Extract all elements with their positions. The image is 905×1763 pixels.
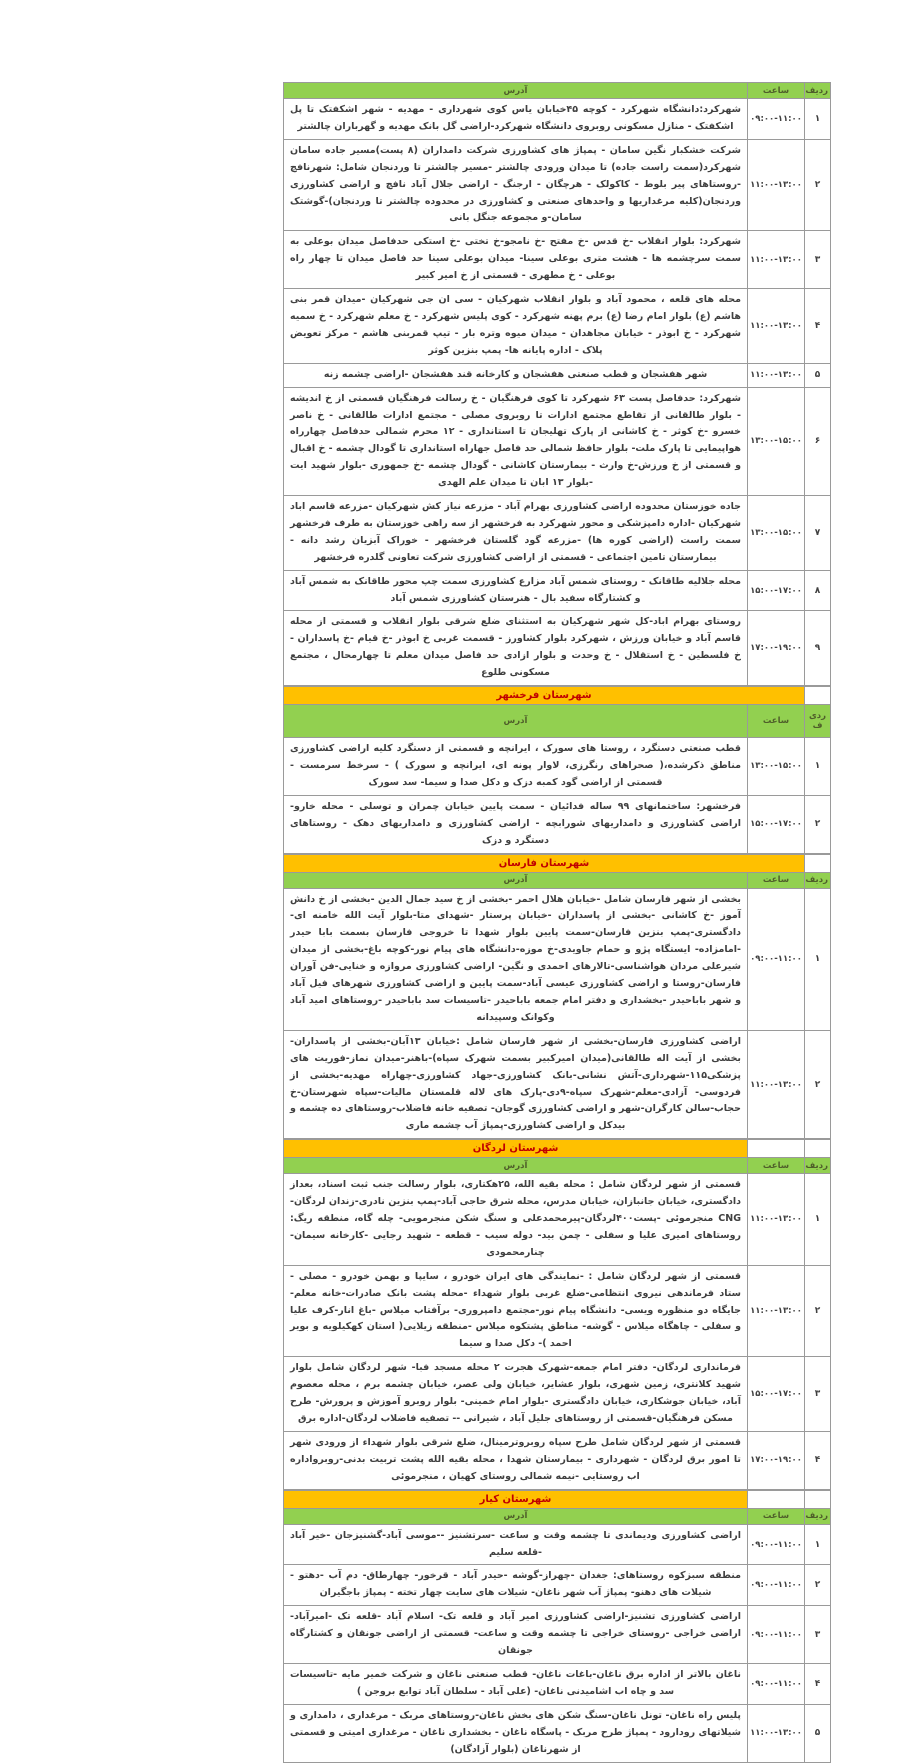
time-cell: ۱۱:۰۰-۱۳:۰۰ <box>748 1704 805 1762</box>
section-header <box>284 1140 831 1174</box>
column-header-row-number: ردیف <box>805 1508 831 1524</box>
address-cell: جاده خوزستان محدوده اراضی کشاورزی بهرام آباد - مزرعه نیاز کش شهرکیان -مزرعه قاسم اباد شهرکیان -اداره دامپزشکی و محور شهرکرد به فرخشهر از سه راهی خوزستان به طرف فرخشهر سمت راست (اراضی کوره ها) -مزرعه گود گلستان فرخشهر - خوراک آبزیان رشد دانه - بیمارستان تامین اجتماعی - قسمتی از اراضی کشاورزی شرکت تعاونی گلدره فرخشهر <box>284 496 748 571</box>
section-band-title: شهرستان فرخشهر <box>284 687 805 705</box>
address-cell: شهرکرد: حدفاصل پست ۶۳ شهرکرد تا کوی فرهنگیان - خ رسالت فرهنگیان قسمتی از خ اندیشه - بلوار طالقانی از تقاطع مجتمع ادارات تا روبروی مصلی - مجتمع ادارات طالقانی - خ ناصر خسرو -خ کوثر - خ کاشانی از پارک تهلیجان تا استانداری - ۱۲ محرم شمالی حدفاصل چهارراه هواپیمایی تا پارک ملت- بلوار حافظ شمالی حد فاصل جهاراه استانداری تا گودال چشمه - خ اقبال و قسمتی از خ ورزش-خ وارث - بیمارستان کاشانی - گودال چشمه -خ جمهوری -بلوار شهید ایت -بلوار ۱۳ ابان تا میدان علم الهدی <box>284 387 748 495</box>
section-body <box>284 1524 831 1762</box>
table-row <box>284 1357 831 1432</box>
time-cell: ۱۳:۰۰-۱۵:۰۰ <box>748 387 805 495</box>
section-band-row <box>284 687 831 705</box>
column-header-row <box>284 83 831 99</box>
time-cell: ۱۵:۰۰-۱۷:۰۰ <box>748 570 805 611</box>
row-number-cell: ۲ <box>805 795 831 853</box>
table-row <box>284 611 831 686</box>
row-number-cell: ۴ <box>805 289 831 364</box>
column-header-address: آدرس <box>284 872 748 888</box>
section-band-row <box>284 1140 831 1158</box>
table-row <box>284 1524 831 1565</box>
time-cell: ۱۵:۰۰-۱۷:۰۰ <box>748 1357 805 1432</box>
section-body <box>284 738 831 853</box>
section-table-farrokhshahr <box>283 686 831 853</box>
table-row <box>284 1265 831 1357</box>
band-filler-cell <box>805 1490 831 1508</box>
address-cell: شرکت خشکبار نگین سامان - پمپاژ های کشاورزی شرکت دامداران (۸ پست)مسیر جاده سامان شهرکرد(سمت راست جاده) تا میدان ورودی چالشتر -مسیر چالشتر تا وردنجان شامل: شهرنافچ -روستاهای پیر بلوط - کاکولک - هرچگان - ارجنگ - اراضی جلال آباد نافچ و اراضی کشاورزی وردنجان(کلیه مرغداریها و واحدهای صنعتی و کشاورزی در محدوده چالشتر تا وردنجان)-گوشتک سامان-و مجموعه جنگل بانی <box>284 139 748 231</box>
time-cell: ۰۹:۰۰-۱۱:۰۰ <box>748 1565 805 1606</box>
time-cell: ۰۹:۰۰-۱۱:۰۰ <box>748 888 805 1030</box>
row-number-cell: ۸ <box>805 570 831 611</box>
table-row <box>284 1565 831 1606</box>
address-cell: اراضی کشاورزی ودیماندی تا چشمه وقت و ساعت -سرتشنیز --موسی آباد-گشنیزجان -خیر آباد -قلعه سلیم <box>284 1524 748 1565</box>
table-row <box>284 1606 831 1664</box>
row-number-cell: ۱ <box>805 888 831 1030</box>
band-filler-cell <box>748 1490 805 1508</box>
column-header-row <box>284 1158 831 1174</box>
address-cell: قسمتی از شهر لردگان شامل طرح سپاه روبروترمینال، ضلع شرقی بلوار شهداء از ورودی شهر تا امور برق لردگان - شهرداری - بیمارستان شهدا ، محله بقیه الله پشت تربیت بدنی-روبرواداره اب روستایی -نیمه شمالی روستای کهیان ، منجرموئی <box>284 1431 748 1489</box>
row-number-cell: ۱ <box>805 99 831 140</box>
table-row <box>284 1030 831 1138</box>
section-header <box>284 687 831 738</box>
time-cell: ۱۱:۰۰-۱۳:۰۰ <box>748 139 805 231</box>
section-header <box>284 1490 831 1524</box>
section-body <box>284 99 831 686</box>
address-cell: محله های قلعه ، محمود آباد و بلوار انقلاب شهرکیان - سی ان جی شهرکیان -میدان قمر بنی هاشم (ع) بلوار امام رضا (ع) برم پهنه شهرکرد - کوی پلیس شهرکرد - خ معلم شهرکرد - خ سمیه شهرکرد - خ ابوذر - خیابان مجاهدان - میدان میوه وتره بار - تیپ قمربنی هاشم - مرکز تعویض پلاک - اداره پایانه ها- پمپ بنزین کوثر <box>284 289 748 364</box>
table-row <box>284 363 831 387</box>
address-cell: اراضی کشاورزی تشنیز-اراضی کشاورزی امیر آباد و قلعه تک- اسلام آباد -قلعه تک -امیرآباد- اراضی خراجی -روستای خراجی تا چشمه وقت و ساعت- قسمتی از اراضی جونقان و کشتارگاه جونقان <box>284 1606 748 1664</box>
column-header-address: آدرس <box>284 705 748 738</box>
address-cell: منطقه سبزکوه روستاهای: جغدان -چهراز-گوشه -حیدر آباد - قرخور- چهارطاق- دم آب -دهتو - شیلات های دهنو- پمپاژ آب شهر ناغان- شیلات های سایت چهار تخته - پمپاژ باجگیران <box>284 1565 748 1606</box>
table-row <box>284 231 831 289</box>
section-body <box>284 888 831 1139</box>
row-number-cell: ۷ <box>805 496 831 571</box>
band-filler-cell <box>805 854 831 872</box>
column-header-time: ساعت <box>748 1158 805 1174</box>
row-number-cell: ۵ <box>805 363 831 387</box>
time-cell: ۱۵:۰۰-۱۷:۰۰ <box>748 795 805 853</box>
row-number-cell: ۲ <box>805 1565 831 1606</box>
time-cell: ۱۱:۰۰-۱۳:۰۰ <box>748 1265 805 1357</box>
table-row <box>284 1704 831 1762</box>
section-table-lordegan <box>283 1139 831 1489</box>
table-row <box>284 496 831 571</box>
time-cell: ۱۷:۰۰-۱۹:۰۰ <box>748 1431 805 1489</box>
table-row <box>284 1431 831 1489</box>
time-cell: ۱۱:۰۰-۱۳:۰۰ <box>748 289 805 364</box>
time-cell: ۱۳:۰۰-۱۵:۰۰ <box>748 738 805 796</box>
column-header-time: ساعت <box>748 705 805 738</box>
time-cell: ۱۱:۰۰-۱۳:۰۰ <box>748 231 805 289</box>
address-cell: اراضی کشاورزی فارسان-بخشی از شهر فارسان شامل :خیابان ۱۳آبان-بخشی از پاسداران-بخشی از آیت اله طالقانی(میدان امیرکبیر بسمت شهرک سپاه)-باهنر-میدان نماز-فوریت های پزشکی۱۱۵-شهرداری-آتش نشانی-بانک کشاورزی-جهاد کشاورزی-چهاراه مهدیه-بخشی از فردوسی- آزادی-معلم-شهرک سپاه-۹دی-پارک های لاله قلمستان مالیات-سپاه شهرستان-خ حجاب-سالن کارگران-شهر و اراضی کشاورزی گوجان- تصفیه خانه فاضلاب-روستاهای ده چشمه و بیدکل و اراضی کشاورزی-پمپاژ آب چشمه ماری <box>284 1030 748 1138</box>
address-cell: فرخشهر: ساختمانهای ۹۹ ساله فدائیان - سمت پایین خیابان چمران و توسلی - محله خارو- اراضی کشاورزی و دامداریهای شورابچه - اراضی کشاورزی و دامداریهای دهک - روستاهای دستگرد و دزک <box>284 795 748 853</box>
row-number-cell: ۴ <box>805 1663 831 1704</box>
row-number-cell: ۱ <box>805 1524 831 1565</box>
section-table-shahrekord <box>283 82 831 686</box>
time-cell: ۰۹:۰۰-۱۱:۰۰ <box>748 1663 805 1704</box>
time-cell: ۱۱:۰۰-۱۳:۰۰ <box>748 1030 805 1138</box>
address-cell: روستای بهرام اباد-کل شهر شهرکیان به استثنای ضلع شرقی بلوار انقلاب و قسمتی از محله قاسم آباد و خیابان ورزش ، شهرکرد بلوار کشاورز - قسمت غربی خ ابوذر -خ قیام -خ پاسداران - خ فلسطین - خ استقلال - خ وحدت و بلوار ازادی حد فاصل میدان معلم تا چهارمحال ، مجتمع مسکونی طلوع <box>284 611 748 686</box>
row-number-cell: ۵ <box>805 1704 831 1762</box>
row-number-cell: ۱ <box>805 1174 831 1266</box>
section-header <box>284 83 831 99</box>
column-header-row <box>284 705 831 738</box>
address-cell: محله جلالیه طاقانک - روستای شمس آباد مزارع کشاورزی سمت چپ محور طاقانک به شمس آباد و کشتارگاه سفید بال - هنرستان کشاورزی شمس آباد <box>284 570 748 611</box>
time-cell: ۱۱:۰۰-۱۳:۰۰ <box>748 363 805 387</box>
column-header-row-number: ردیف <box>805 83 831 99</box>
row-number-cell: ۴ <box>805 1431 831 1489</box>
row-number-cell: ۲ <box>805 1265 831 1357</box>
column-header-address: آدرس <box>284 1158 748 1174</box>
time-cell: ۰۹:۰۰-۱۱:۰۰ <box>748 1606 805 1664</box>
row-number-cell: ۶ <box>805 387 831 495</box>
address-cell: پلیس راه ناغان- تونل ناغان-سنگ شکن های بخش ناغان-روستاهای مربک - مرغداری ، دامداری و شیلاتهای رودارود - پمپاژ طرح مربک - پاسگاه ناغان - بخشداری ناغان - مرغداری امیتی و قسمتی از شهرناغان (بلوار آزادگان) <box>284 1704 748 1762</box>
time-cell: ۱۱:۰۰-۱۳:۰۰ <box>748 1174 805 1266</box>
time-cell: ۱۳:۰۰-۱۵:۰۰ <box>748 496 805 571</box>
address-cell: قسمتی از شهر لردگان شامل : -نمایندگی های ایران خودرو ، سایپا و بهمن خودرو - مصلی - ستاد فرماندهی نیروی انتظامی-ضلع غربی بلوار شهداء -محله پشت بانک صادرات-خانه معلم-جایگاه دو منظوره ویسی- دانشگاه پیام نور-مجتمع دامپروری- برآفتاب میلاس -باغ انار-کرف علیا و سفلی - چاهگاه میلاس - گوشه- مناطق پشتکوه میلاس -منطقه زیلایی( استان کهکیلویه و بویر احمد )- دکل صدا و سیما <box>284 1265 748 1357</box>
time-cell: ۰۹:۰۰-۱۱:۰۰ <box>748 1524 805 1565</box>
column-header-address: آدرس <box>284 83 748 99</box>
band-filler-cell <box>805 687 831 705</box>
column-header-row-number: ردی ف <box>805 705 831 738</box>
address-cell: فرمانداری لردگان- دفتر امام جمعه-شهرک هجرت ۲ محله مسجد فبا- شهر لردگان شامل بلوار شهید کلانتری، زمین شهری، بلوار عشایر، خیابان ولی عصر، خیابان چشمه برم ، محله معصوم آباد، خیابان جوشکاری، خیابان دادگستری -بلوار امام خمینی- بلوار روبرو آموزش و پرورش- طرح مسکن فرهنگیان-قسمتی از روستاهای جلیل آباد ، شیرانی -- تصفیه فاضلاب لردگان-اداره برق <box>284 1357 748 1432</box>
address-cell: ناغان بالاتر از اداره برق ناغان-باغات ناغان- قطب صنعتی ناغان و شرکت خمیر مایه -تاسیسات سد و چاه اب اشامیدنی ناغان- (علی آباد - سلطان آباد توابع بروجن ) <box>284 1663 748 1704</box>
row-number-cell: ۲ <box>805 1030 831 1138</box>
column-header-row <box>284 1508 831 1524</box>
section-table-farsan <box>283 854 831 1140</box>
table-row <box>284 888 831 1030</box>
address-cell: بخشی از شهر فارسان شامل -خیابان هلال احمر -بخشی از خ سید جمال الدین -بخشی از خ دانش آموز -خ کاشانی -بخشی از پاسداران -خیابان پرستار -شهدای متا-بلوار آیت الله خامنه ای-دادگستری-پمپ بنزین فارسان-سمت پایین بلوار شهدا تا خروجی فارسان بسمت بابا حیدر -امامزاده- ایستگاه پژو و حمام جاویدی-خ موزه-دانشگاه های پیام نور-کوچه باغ-بخشی از میدان شیرعلی مردان هواشناسی-تالارهای احمدی و نگین- اراضی کشاورزی مروازه و خنایی-فن آوران فارسان-روستا و اراضی کشاورزی عیسی آباد-سمت پایین و اراضی کشاورزی شهرهای فیل آباد و شهر باباحیدر -بخشداری و دفتر امام جمعه باباحیدر -تاسیسات سد باباحیدر -روستاهای امید آباد وکوانک وسپیدانه <box>284 888 748 1030</box>
section-band-row <box>284 854 831 872</box>
row-number-cell: ۳ <box>805 231 831 289</box>
table-row <box>284 139 831 231</box>
section-body <box>284 1174 831 1489</box>
table-row <box>284 1663 831 1704</box>
section-band-title: شهرستان فارسان <box>284 854 805 872</box>
table-row <box>284 387 831 495</box>
table-row <box>284 289 831 364</box>
time-cell: ۰۹:۰۰-۱۱:۰۰ <box>748 99 805 140</box>
section-band-title: شهرستان لردگان <box>284 1140 748 1158</box>
column-header-time: ساعت <box>748 872 805 888</box>
table-row <box>284 1174 831 1266</box>
row-number-cell: ۲ <box>805 139 831 231</box>
table-row <box>284 795 831 853</box>
column-header-row-number: ردیف <box>805 872 831 888</box>
column-header-row-number: ردیف <box>805 1158 831 1174</box>
address-cell: قطب صنعتی دستگرد ، روستا های سورک ، ایرانچه و قسمتی از دستگرد کلیه اراضی کشاورزی مناطق ذکرشده،( صحراهای رنگرزی، لاوار پونه ای، ایرانچه و سورک ) - سرخط سرمست - قسمتی از اراضی گود کمبه دزک و دکل صدا و سیما- سد سورک <box>284 738 748 796</box>
column-header-row <box>284 872 831 888</box>
section-band-row <box>284 1490 831 1508</box>
section-band-title: شهرستان کیار <box>284 1490 748 1508</box>
column-header-time: ساعت <box>748 83 805 99</box>
row-number-cell: ۱ <box>805 738 831 796</box>
address-cell: قسمتی از شهر لردگان شامل : محله بقیه الله، ۲۵هکتاری، بلوار رسالت جنب ثبت اسناد، بعداز دادگستری، خیابان جانبازان، خیابان مدرس، محله شرق حاجی آباد-پمپ بنزین نادری-زندان لردگان- CNG منجرموئی -پست۴۰۰لردگان-پیرمحمدعلی و سنگ شکن منجرمویی- چله گاه، منطقه ریگ: روستاهای امیری علیا و سفلی - چمن بید- دوله سیب - قطعه - شهید رجایی -کارخانه سیمان-چنارمحمودی <box>284 1174 748 1266</box>
address-cell: شهرکرد:دانشگاه شهرکرد - کوچه ۴۵خیابان یاس کوی شهرداری - مهدیه - شهر اشکفتک تا پل اشکفتک - منازل مسکونی روبروی دانشگاه شهرکرد-اراضی گل بانک مهدیه و گهرباران چالشتر <box>284 99 748 140</box>
time-cell: ۱۷:۰۰-۱۹:۰۰ <box>748 611 805 686</box>
table-row <box>284 738 831 796</box>
column-header-time: ساعت <box>748 1508 805 1524</box>
outage-schedule-document <box>283 82 831 1763</box>
section-table-kiar <box>283 1490 831 1763</box>
row-number-cell: ۳ <box>805 1357 831 1432</box>
column-header-address: آدرس <box>284 1508 748 1524</box>
address-cell: شهر هفشجان و قطب صنعتی هفشجان و کارخانه قند هفشجان -اراضی چشمه زنه <box>284 363 748 387</box>
section-header <box>284 854 831 888</box>
band-filler-cell <box>805 1140 831 1158</box>
row-number-cell: ۹ <box>805 611 831 686</box>
band-filler-cell <box>748 1140 805 1158</box>
table-row <box>284 570 831 611</box>
row-number-cell: ۳ <box>805 1606 831 1664</box>
table-row <box>284 99 831 140</box>
address-cell: شهرکرد: بلوار انقلاب -خ قدس -خ مفتح -خ نامجو-خ تختی -خ استکی حدفاصل میدان بوعلی به سمت سرچشمه ها - هشت متری بوعلی سینا- میدان بوعلی سینا حد فاصل میدان تا چهار راه بوعلی - خ مطهری - قسمتی از خ امیر کبیر <box>284 231 748 289</box>
